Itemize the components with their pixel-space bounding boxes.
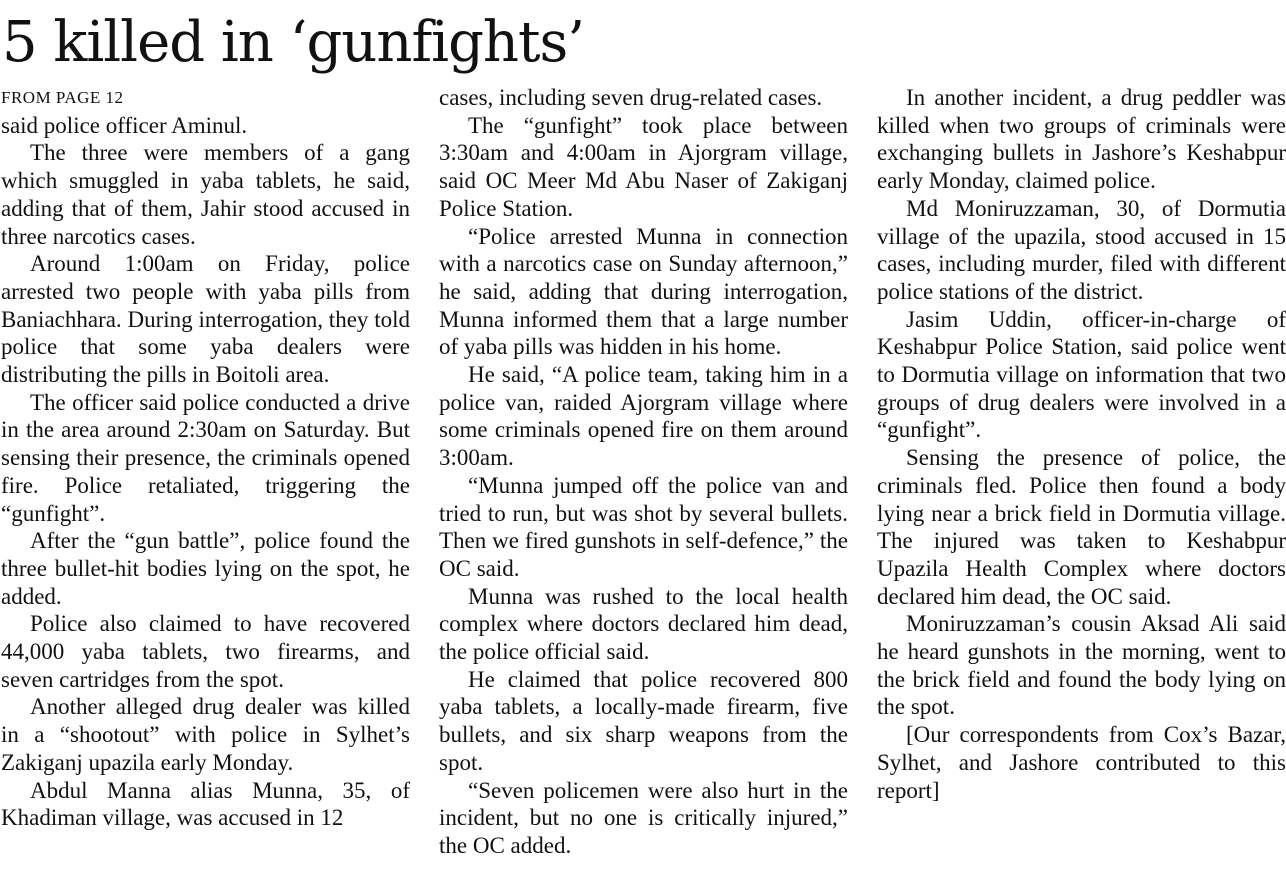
paragraph: Jasim Uddin, officer-in-charge of Keshabpur Police Station, said police went to Dormutia village on information that two groups of drug dealers were involved in a “gunfight”. <box>877 306 1286 443</box>
paragraph: The officer said police conducted a drive in the area around 2:30am on Saturday. But sensing their presence, the criminals opened fire. Police retaliated, triggering the “gunfight”. <box>1 389 410 526</box>
paragraph: The three were members of a gang which smuggled in yaba tablets, he said, adding that of them, Jahir stood accused in three narcotics cases. <box>1 140 410 249</box>
headline: 5 killed in ‘gunfights’ <box>2 10 585 75</box>
paragraph: “Police arrested Munna in connection with a narcotics case on Sunday afternoon,” he said, adding that during interrogation, Munna informed them that a large number of yaba pills was hidden in his home. <box>439 223 848 360</box>
paragraph: [Our correspondents from Cox’s Bazar, Sylhet, and Jashore contributed to this report] <box>877 722 1286 803</box>
paragraph: After the “gun battle”, police found the three bullet-hit bodies lying on the spot, he added. <box>1 528 410 609</box>
paragraph: Md Moniruzzaman, 30, of Dormutia village of the upazila, stood accused in 15 cases, including murder, filed with different police stations of the district. <box>877 195 1286 304</box>
jump-line: FROM PAGE 12 <box>1 88 124 107</box>
paragraph: cases, including seven drug-related cases. <box>439 85 823 110</box>
paragraph: Another alleged drug dealer was killed in a “shootout” with police in Sylhet’s Zakiganj upazila early Monday. <box>1 694 410 775</box>
article-column-2 <box>439 84 848 860</box>
paragraph: He said, “A police team, taking him in a police van, raided Ajorgram village where some criminals opened fire on them around 3:00am. <box>439 362 848 471</box>
paragraph: He claimed that police recovered 800 yaba tablets, a locally-made firearm, five bullets, and six sharp weapons from the spot. <box>439 666 848 775</box>
article-column-1 <box>1 84 410 832</box>
paragraph: said police officer Aminul. <box>1 112 248 138</box>
paragraph: “Seven policemen were also hurt in the incident, but no one is critically injured,” the OC added. <box>439 777 848 858</box>
paragraph: Sensing the presence of police, the criminals fled. Police then found a body lying near a brick field in Dormutia village. The injured was taken to Keshabpur Upazila Health Complex where doctors declared him dead, the OC said. <box>877 445 1286 609</box>
paragraph: Abdul Manna alias Munna, 35, of Khadiman village, was accused in 12 <box>1 777 410 831</box>
paragraph: In another incident, a drug peddler was killed when two groups of criminals were exchanging bullets in Jashore’s Keshabpur early Monday, claimed police. <box>877 85 1286 194</box>
article-column-3 <box>877 84 1286 804</box>
paragraph: Munna was rushed to the local health complex where doctors declared him dead, the police official said. <box>439 583 848 665</box>
paragraph: “Munna jumped off the police van and tried to run, but was shot by several bullets. Then we fired gunshots in self-defence,” the OC said. <box>439 472 848 581</box>
paragraph: Around 1:00am on Friday, police arrested two people with yaba pills from Baniachhara. During interrogation, they told police that some yaba dealers were distributing the pills in Boitoli area. <box>1 251 410 388</box>
paragraph: Moniruzzaman’s cousin Aksad Ali said he heard gunshots in the morning, went to the brick field and found the body lying on the spot. <box>877 611 1286 720</box>
paragraph: Police also claimed to have recovered 44,000 yaba tablets, two firearms, and seven cartridges from the spot. <box>1 611 410 692</box>
paragraph: The “gunfight” took place between 3:30am and 4:00am in Ajorgram village, said OC Meer Md Abu Naser of Zakiganj Police Station. <box>439 112 848 221</box>
